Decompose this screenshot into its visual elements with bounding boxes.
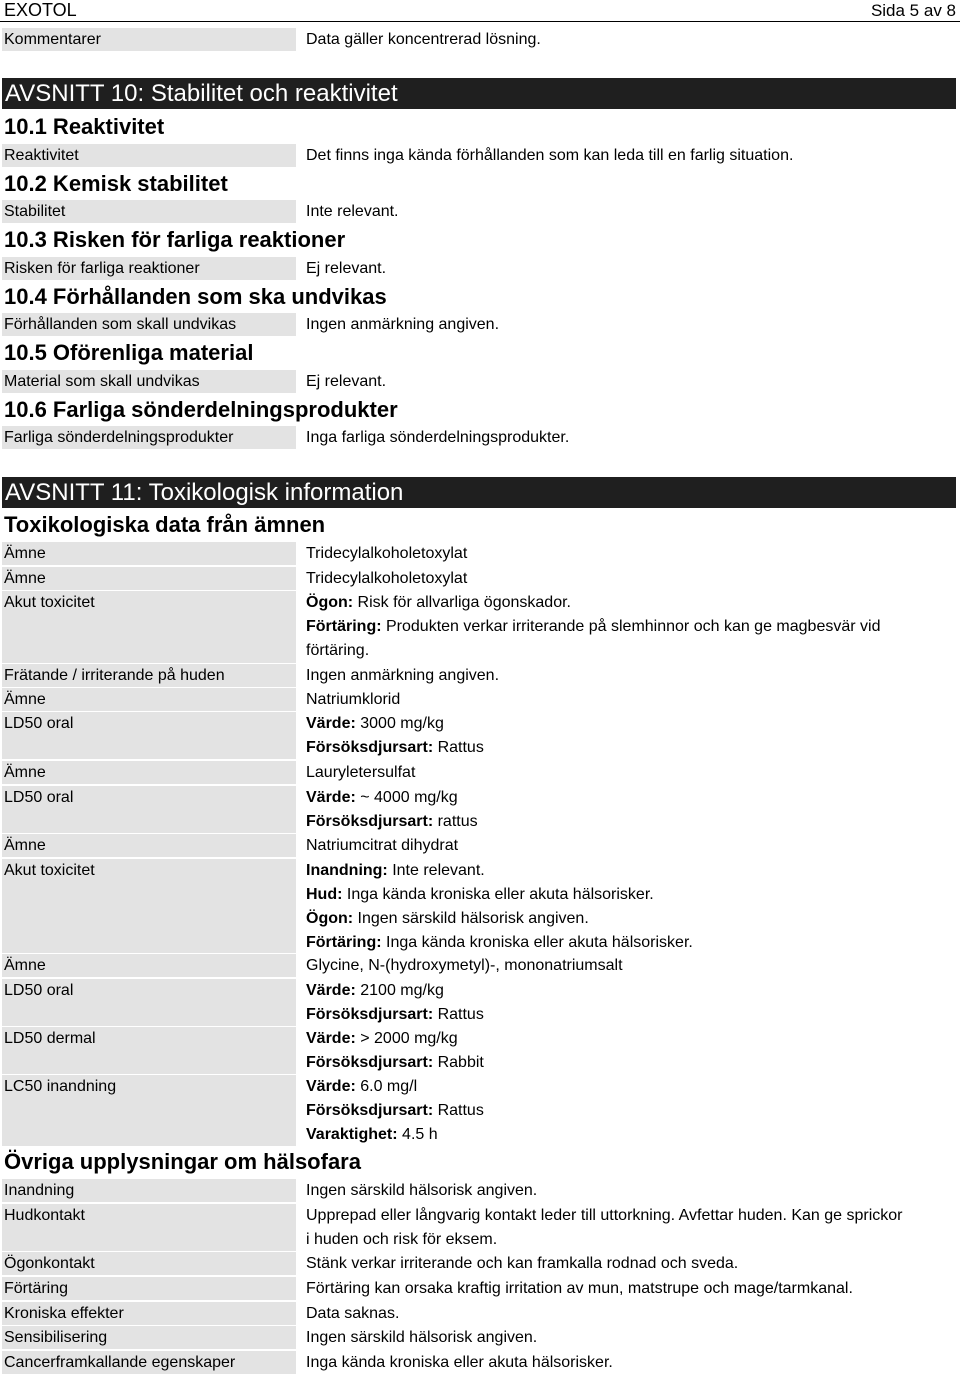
field-label: Risken för farliga reaktioner: [2, 257, 296, 280]
value-text: Rattus: [433, 1006, 484, 1023]
value-key: Ögon:: [306, 594, 354, 611]
subsection-heading: 10.6 Farliga sönderdelningsprodukter: [4, 397, 398, 422]
field-label: Ämne: [2, 834, 296, 857]
value-key: Förtäring:: [306, 618, 382, 635]
field-label: LD50 dermal: [2, 1027, 296, 1074]
value-key: Värde:: [306, 1030, 356, 1047]
section-10-title: AVSNITT 10: Stabilitet och reaktivitet: [2, 78, 956, 109]
field-label: Frätande / irriterande på huden: [2, 664, 296, 687]
field-label: Kommentarer: [2, 28, 296, 51]
field-label: Ämne: [2, 542, 296, 565]
page-number: Sida 5 av 8: [870, 1, 956, 20]
field-value: Ej relevant.: [306, 260, 387, 277]
subsection-heading: 10.2 Kemisk stabilitet: [4, 171, 228, 196]
header-rule: [0, 21, 960, 22]
field-value: Inga farliga sönderdelningsprodukter.: [306, 429, 570, 446]
value-key: Varaktighet:: [306, 1126, 398, 1143]
field-label: LD50 oral: [2, 712, 296, 759]
field-label: Ämne: [2, 688, 296, 711]
field-value: Ingen särskild hälsorisk angiven.: [306, 1329, 538, 1346]
value-key: Förtäring:: [306, 934, 382, 951]
field-label: Akut toxicitet: [2, 859, 296, 953]
section-11-title: AVSNITT 11: Toxikologisk information: [2, 477, 956, 508]
value-key: Försöksdjursart:: [306, 1054, 434, 1071]
field-label: Förhållanden som skall undvikas: [2, 313, 296, 336]
field-value: Ingen särskild hälsorisk angiven.: [306, 1182, 538, 1199]
field-value: Data saknas.: [306, 1305, 400, 1322]
value-text: 2100 mg/kg: [355, 982, 444, 999]
field-label: Ämne: [2, 761, 296, 784]
brand-name: EXOTOL: [4, 0, 77, 20]
field-value: Inte relevant.: [306, 203, 399, 220]
subsection-heading: Övriga upplysningar om hälsofara: [4, 1149, 361, 1174]
subsection-heading: 10.3 Risken för farliga reaktioner: [4, 227, 346, 252]
value-key: Försöksdjursart:: [306, 1102, 434, 1119]
value-key: Försöksdjursart:: [306, 1006, 434, 1023]
value-key: Värde:: [306, 789, 356, 806]
value-text: Inga kända kroniska eller akuta hälsorisker.: [381, 934, 693, 951]
value-text: rattus: [433, 813, 478, 830]
field-label: Inandning: [2, 1179, 296, 1202]
field-value: Tridecylalkoholetoxylat: [306, 570, 468, 587]
field-value: Natriumcitrat dihydrat: [306, 837, 459, 854]
field-value: Förtäring kan orsaka kraftig irritation av mun, matstrupe och mage/tarmkanal.: [306, 1280, 853, 1297]
field-value: [306, 591, 926, 663]
value-text: 3000 mg/kg: [355, 715, 444, 732]
field-value: Inga kända kroniska eller akuta hälsorisker.: [306, 1354, 613, 1371]
field-label: LD50 oral: [2, 786, 296, 833]
field-label: Ögonkontakt: [2, 1252, 296, 1275]
field-label: Cancerframkallande egenskaper: [2, 1351, 296, 1374]
value-text: Inte relevant.: [387, 862, 485, 879]
value-key: Värde:: [306, 1078, 356, 1095]
field-value: Stänk verkar irriterande och kan framkalla rodnad och sveda.: [306, 1255, 739, 1272]
value-key: Försöksdjursart:: [306, 739, 434, 756]
subsection-heading: Toxikologiska data från ämnen: [4, 512, 326, 537]
field-value: [306, 979, 926, 1027]
value-text: Produkten verkar irriterande på slemhinnor och kan ge magbesvär vid förtäring.: [306, 618, 881, 659]
value-text: 4.5 h: [397, 1126, 438, 1143]
field-value: [306, 712, 926, 760]
field-value: Ej relevant.: [306, 373, 387, 390]
page-header: [0, 0, 960, 22]
value-text: ~ 4000 mg/kg: [355, 789, 458, 806]
field-value: Lauryletersulfat: [306, 764, 416, 781]
value-key: Inandning:: [306, 862, 388, 879]
field-value: Upprepad eller långvarig kontakt leder till uttorkning. Avfettar huden. Kan ge sprickor i huden och risk för eksem.: [306, 1207, 903, 1248]
field-value: Ingen anmärkning angiven.: [306, 316, 500, 333]
subsection-heading: 10.4 Förhållanden som ska undvikas: [4, 284, 387, 309]
field-label: Ämne: [2, 567, 296, 590]
value-text: Rabbit: [433, 1054, 484, 1071]
field-label: Sensibilisering: [2, 1326, 296, 1349]
field-label: Material som skall undvikas: [2, 370, 296, 393]
field-label: Kroniska effekter: [2, 1302, 296, 1325]
field-label: Stabilitet: [2, 200, 296, 223]
value-text: Inga kända kroniska eller akuta hälsorisker.: [342, 886, 654, 903]
value-text: Risk för allvarliga ögonskador.: [353, 594, 571, 611]
field-label: Förtäring: [2, 1277, 296, 1300]
field-value: [306, 859, 926, 955]
value-text: > 2000 mg/kg: [355, 1030, 458, 1047]
value-text: 6.0 mg/l: [355, 1078, 418, 1095]
field-value: Det finns inga kända förhållanden som kan leda till en farlig situation.: [306, 147, 794, 164]
field-value: [306, 1027, 926, 1075]
value-key: Ögon:: [306, 910, 354, 927]
value-text: Rattus: [433, 739, 484, 756]
field-value: [306, 1075, 926, 1147]
field-label: Akut toxicitet: [2, 591, 296, 663]
field-value: [306, 786, 926, 834]
field-value: Ingen anmärkning angiven.: [306, 667, 500, 684]
field-value: Data gäller koncentrerad lösning.: [306, 31, 541, 48]
field-label: LD50 oral: [2, 979, 296, 1026]
value-key: Värde:: [306, 982, 356, 999]
field-value: Tridecylalkoholetoxylat: [306, 545, 468, 562]
value-key: Försöksdjursart:: [306, 813, 434, 830]
field-value: Glycine, N-(hydroxymetyl)-, mononatriumsalt: [306, 957, 623, 974]
subsection-heading: 10.5 Oförenliga material: [4, 340, 254, 365]
subsection-heading: 10.1 Reaktivitet: [4, 114, 165, 139]
field-label: Reaktivitet: [2, 144, 296, 167]
field-label: Farliga sönderdelningsprodukter: [2, 426, 296, 449]
value-key: Hud:: [306, 886, 343, 903]
field-label: Hudkontakt: [2, 1204, 296, 1251]
value-text: Ingen särskild hälsorisk angiven.: [353, 910, 589, 927]
field-label: LC50 inandning: [2, 1075, 296, 1146]
value-key: Värde:: [306, 715, 356, 732]
field-label: Ämne: [2, 954, 296, 977]
field-value: Natriumklorid: [306, 691, 401, 708]
value-text: Rattus: [433, 1102, 484, 1119]
